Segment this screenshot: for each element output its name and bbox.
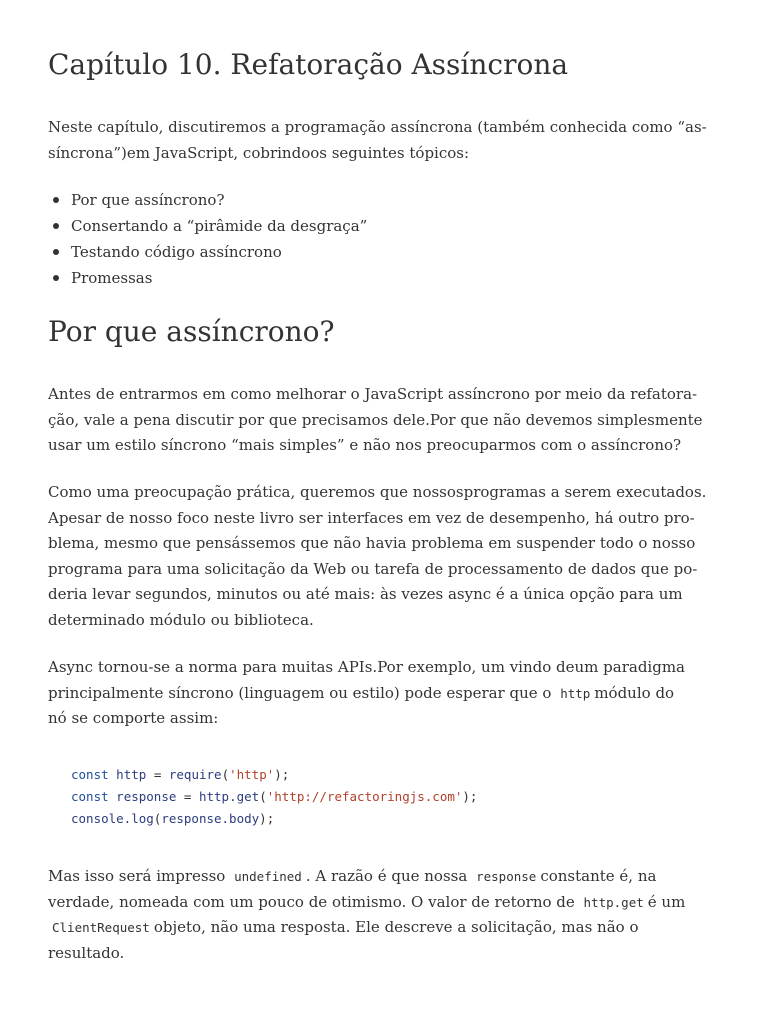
code-line	[71, 767, 289, 782]
text-run: objeto, não uma resposta. Ele descreve a solicitação, mas não o	[153, 918, 639, 937]
list-item-label: Por que assíncrono?	[71, 191, 225, 209]
text-run: Mas isso será impresso	[48, 867, 226, 885]
paragraph	[48, 480, 707, 634]
bullet-icon	[53, 197, 59, 203]
paragraph-line	[48, 864, 682, 890]
paragraph-line: determinado módulo ou biblioteca.	[48, 610, 314, 629]
code-identifier: response	[116, 789, 177, 804]
topics-list	[48, 187, 367, 291]
intro-paragraph	[48, 115, 707, 166]
inline-code: ClientRequest	[52, 920, 150, 936]
intro-line: síncrona”)em JavaScript, cobrindoos seguintes tópicos:	[48, 143, 470, 162]
paragraph-line: Apesar de nosso foco neste livro ser interfaces em vez de desempenho, há outro pro-	[48, 508, 695, 527]
paragraph-line: nó se comporte assim:	[48, 709, 219, 728]
paragraph-line: usar um estilo síncrono “mais simples” e não nos preocuparmos com o assíncrono?	[48, 436, 682, 455]
inline-code: http.get	[583, 894, 644, 910]
paragraph-line: blema, mesmo que pensássemos que não havia problema em suspender todo o nosso	[48, 534, 696, 553]
list-item	[48, 213, 367, 239]
bullet-icon	[53, 275, 59, 281]
intro-line: Neste capítulo, discutiremos a programação assíncrona (também conhecida como “as-	[48, 118, 707, 136]
text-run: principalmente síncrono (linguagem ou estilo) pode esperar que o	[48, 683, 552, 702]
code-punct: );	[462, 789, 478, 804]
bullet-icon	[53, 249, 59, 255]
inline-code: undefined	[234, 869, 302, 884]
code-identifier: http	[116, 767, 147, 782]
paragraph-line	[48, 890, 686, 916]
paragraph-line: deria levar segundos, minutos ou até mais: às vezes async é a única opção para um	[48, 585, 683, 604]
paragraph-line: ção, vale a pena discutir por que precisamos dele.Por que não devemos simplesmente	[48, 410, 703, 429]
text-run: é um	[647, 892, 686, 911]
code-function: require	[168, 767, 222, 782]
code-string: 'http://refactoringjs.com'	[266, 789, 463, 804]
list-item	[48, 265, 367, 291]
code-identifier: response.body	[161, 811, 260, 826]
paragraph	[48, 382, 703, 459]
code-function: console.log	[71, 811, 154, 826]
code-punct: );	[259, 811, 275, 826]
code-operator: =	[183, 789, 192, 804]
code-string: 'http'	[229, 767, 275, 782]
code-punct: (	[259, 789, 267, 804]
section-heading: Por que assíncrono?	[48, 315, 335, 348]
list-item-label: Consertando a “pirâmide da desgraça”	[71, 217, 368, 235]
text-run: verdade, nomeada com um pouco de otimismo. O valor de retorno de	[48, 892, 575, 911]
paragraph	[48, 655, 685, 732]
chapter-title: Capítulo 10. Refatoração Assíncrona	[48, 48, 569, 81]
code-line	[71, 811, 274, 826]
paragraph-line	[48, 681, 682, 707]
text-run: constante é, na	[540, 867, 657, 885]
paragraph-line: programa para uma solicitação da Web ou tarefa de processamento de dados que po-	[48, 559, 698, 578]
code-function: http.get	[198, 789, 260, 804]
list-item	[48, 239, 367, 265]
paragraph-line: Como uma preocupação prática, queremos que nossosprogramas a serem executados.	[48, 483, 707, 501]
list-item	[48, 187, 367, 213]
paragraph	[48, 864, 686, 966]
paragraph-line: Async tornou-se a norma para muitas APIs.Por exemplo, um vindo deum paradigma	[48, 658, 685, 676]
paragraph-line	[48, 915, 682, 941]
code-punct: );	[274, 767, 290, 782]
code-keyword: const	[71, 789, 109, 804]
inline-code: response	[476, 869, 537, 884]
code-punct: (	[153, 811, 162, 826]
paragraph-line: resultado.	[48, 943, 125, 962]
list-item-label: Testando código assíncrono	[71, 243, 282, 261]
code-punct: (	[221, 767, 230, 782]
code-line	[71, 789, 477, 804]
paragraph-line: Antes de entrarmos em como melhorar o JavaScript assíncrono por meio da refatora-	[48, 385, 698, 403]
code-keyword: const	[71, 767, 109, 782]
list-item-label: Promessas	[71, 269, 153, 287]
text-run: . A razão é que nossa	[305, 867, 468, 885]
code-block	[71, 764, 477, 830]
bullet-icon	[53, 223, 59, 229]
text-run: módulo do	[594, 683, 675, 702]
inline-code: http	[560, 685, 591, 701]
code-operator: =	[153, 767, 162, 782]
